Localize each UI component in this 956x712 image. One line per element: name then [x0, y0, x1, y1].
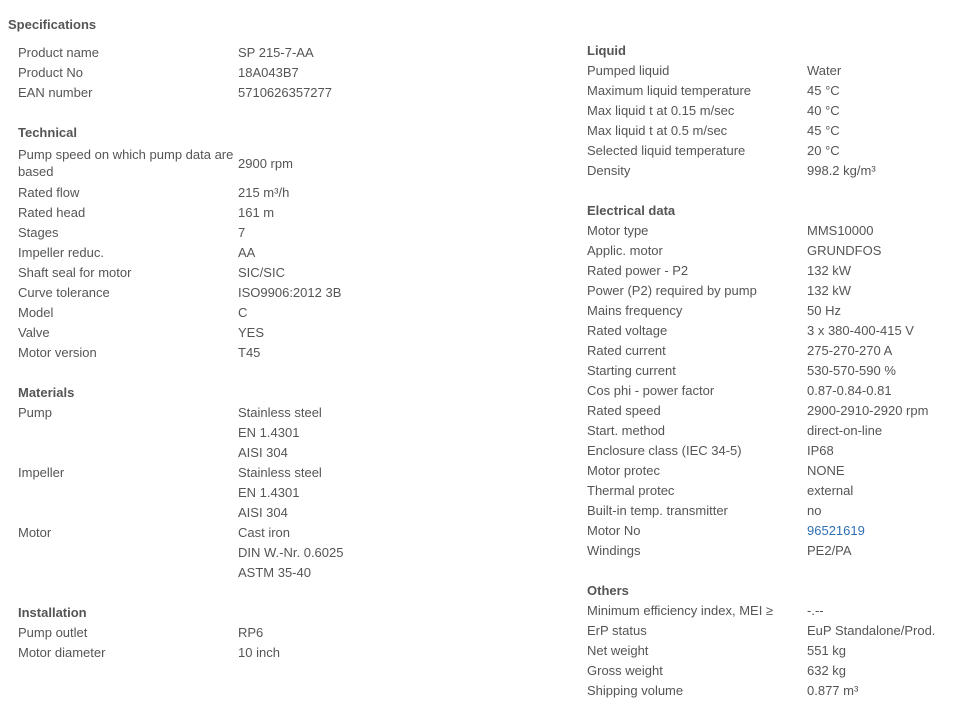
spec-value: SP 215-7-AA	[238, 45, 314, 60]
spec-value: DIN W.-Nr. 0.6025	[238, 545, 344, 560]
spec-row	[587, 381, 947, 401]
spec-key: Model	[18, 305, 54, 320]
spec-value: EN 1.4301	[238, 485, 300, 500]
spec-key: Pump	[18, 405, 52, 420]
spec-key: Product name	[18, 45, 99, 60]
spec-row	[18, 563, 378, 583]
spec-value: 50 Hz	[807, 303, 841, 318]
spec-key: EAN number	[18, 85, 93, 100]
spec-value: 0.87-0.84-0.81	[807, 383, 892, 398]
spec-row	[587, 521, 947, 541]
spec-key: Cos phi - power factor	[587, 383, 715, 398]
spec-value: AISI 304	[238, 445, 288, 460]
spec-value: ASTM 35-40	[238, 565, 311, 580]
spec-value: SIC/SIC	[238, 265, 285, 280]
spec-value: 45 °C	[807, 83, 840, 98]
spec-row	[18, 323, 378, 343]
spec-row	[18, 263, 378, 283]
spec-key: Minimum efficiency index, MEI ≥	[587, 603, 774, 618]
spec-value: 132 kW	[807, 283, 852, 298]
spec-key: Starting current	[587, 363, 676, 378]
spec-row	[587, 661, 947, 681]
spec-key: Rated speed	[587, 403, 661, 418]
spec-key: Max liquid t at 0.5 m/sec	[587, 123, 728, 138]
spec-row	[587, 361, 947, 381]
spec-key: Impeller reduc.	[18, 245, 104, 260]
spec-key: Shaft seal for motor	[18, 265, 132, 280]
spec-value: EN 1.4301	[238, 425, 300, 440]
left-column	[18, 43, 378, 663]
spec-value: GRUNDFOS	[807, 243, 882, 258]
spec-row	[587, 121, 947, 141]
spec-row	[587, 421, 947, 441]
spec-key: Motor No	[587, 523, 641, 538]
spec-value: EuP Standalone/Prod.	[807, 623, 936, 638]
spec-row	[587, 61, 947, 81]
spec-key: ErP status	[587, 623, 647, 638]
spec-value: Water	[807, 63, 842, 78]
spec-value: YES	[238, 325, 265, 340]
spec-value: no	[807, 503, 822, 518]
spec-value: T45	[238, 345, 261, 360]
spec-key: Gross weight	[587, 663, 663, 678]
spec-row	[587, 441, 947, 461]
section-title-installation: Installation	[18, 605, 87, 620]
spec-value: Stainless steel	[238, 405, 322, 420]
spec-value: 2900-2910-2920 rpm	[807, 403, 929, 418]
spec-row	[587, 641, 947, 661]
section-title-technical: Technical	[18, 125, 78, 140]
spec-row	[18, 283, 378, 303]
spec-key: Maximum liquid temperature	[587, 83, 752, 98]
spec-value: 5710626357277	[238, 85, 332, 100]
spec-row	[587, 221, 947, 241]
section-title-liquid: Liquid	[587, 43, 626, 58]
spec-row	[18, 63, 378, 83]
spec-key: Pump outlet	[18, 625, 88, 640]
spec-row	[18, 83, 378, 103]
spec-row	[587, 541, 947, 561]
section-title-others: Others	[587, 583, 629, 598]
spec-key: Power (P2) required by pump	[587, 283, 757, 298]
spec-value: NONE	[807, 463, 845, 478]
spec-key: Motor	[18, 525, 52, 540]
spec-value: Stainless steel	[238, 465, 322, 480]
spec-value: 45 °C	[807, 123, 840, 138]
spec-key: Stages	[18, 225, 59, 240]
spec-row	[587, 81, 947, 101]
spec-row	[587, 341, 947, 361]
spec-row	[18, 243, 378, 263]
spec-row	[587, 601, 947, 621]
page-title: Specifications	[8, 17, 97, 32]
spec-value: Cast iron	[238, 525, 291, 540]
spec-value: 530-570-590 %	[807, 363, 896, 378]
spec-value: 40 °C	[807, 103, 840, 118]
spec-key: Rated voltage	[587, 323, 668, 338]
spec-value: 0.877 m³	[807, 683, 859, 698]
section-title-electrical: Electrical data	[587, 203, 676, 218]
spec-key: Windings	[587, 543, 641, 558]
spec-value: 275-270-270 A	[807, 343, 893, 358]
spec-value: PE2/PA	[807, 543, 852, 558]
spec-row	[587, 481, 947, 501]
spec-key: Motor protec	[587, 463, 660, 478]
spec-row	[18, 183, 378, 203]
spec-value: 3 x 380-400-415 V	[807, 323, 914, 338]
spec-key: Enclosure class (IEC 34-5)	[587, 443, 742, 458]
spec-key: Curve tolerance	[18, 285, 110, 300]
spec-key: Shipping volume	[587, 683, 684, 698]
spec-key: Thermal protec	[587, 483, 675, 498]
spec-row	[587, 321, 947, 341]
spec-key: Start. method	[587, 423, 666, 438]
spec-value: AISI 304	[238, 505, 288, 520]
spec-key: Rated current	[587, 343, 666, 358]
spec-row	[18, 503, 378, 523]
spec-row	[587, 301, 947, 321]
spec-key: Net weight	[587, 643, 649, 658]
section-title-materials: Materials	[18, 385, 75, 400]
spec-value: 551 kg	[807, 643, 847, 658]
spec-key: Density	[587, 163, 631, 178]
spec-key: Motor diameter	[18, 645, 106, 660]
spec-row	[587, 621, 947, 641]
spec-value: MMS10000	[807, 223, 874, 238]
spec-row	[18, 443, 378, 463]
spec-key: Rated head	[18, 205, 86, 220]
spec-key: Mains frequency	[587, 303, 683, 318]
motor-no-link[interactable]: 96521619	[807, 523, 865, 538]
spec-row	[18, 483, 378, 503]
spec-key: Motor type	[587, 223, 649, 238]
spec-row	[587, 261, 947, 281]
spec-row	[18, 403, 378, 423]
spec-key: Pump speed on which pump data are based	[18, 147, 234, 179]
spec-row	[587, 161, 947, 181]
spec-row	[18, 523, 378, 543]
spec-row	[587, 461, 947, 481]
spec-value: 2900 rpm	[238, 155, 293, 171]
spec-row	[18, 463, 378, 483]
spec-value: 215 m³/h	[238, 185, 290, 200]
spec-value: 998.2 kg/m³	[807, 163, 876, 178]
spec-row	[18, 423, 378, 443]
spec-row	[18, 623, 378, 643]
spec-value: AA	[238, 245, 256, 260]
spec-row	[18, 223, 378, 243]
spec-row	[587, 401, 947, 421]
spec-value: -.--	[807, 603, 824, 618]
spec-row	[18, 543, 378, 563]
spec-row	[18, 643, 378, 663]
spec-row	[587, 141, 947, 161]
spec-row	[587, 501, 947, 521]
spec-value: RP6	[238, 625, 264, 640]
right-column	[587, 41, 947, 701]
spec-key: Pumped liquid	[587, 63, 670, 78]
spec-value: external	[807, 483, 854, 498]
spec-key: Rated flow	[18, 185, 80, 200]
spec-key: Selected liquid temperature	[587, 143, 746, 158]
spec-key: Built-in temp. transmitter	[587, 503, 728, 518]
spec-value: ISO9906:2012 3B	[238, 285, 342, 300]
spec-key: Applic. motor	[587, 243, 663, 258]
spec-key: Rated power - P2	[587, 263, 689, 278]
spec-row	[587, 281, 947, 301]
spec-key: Valve	[18, 325, 50, 340]
spec-row	[18, 143, 378, 183]
spec-value: IP68	[807, 443, 834, 458]
spec-value: 132 kW	[807, 263, 852, 278]
spec-key: Max liquid t at 0.15 m/sec	[587, 103, 735, 118]
spec-row	[587, 681, 947, 701]
spec-value: 632 kg	[807, 663, 847, 678]
spec-row	[587, 101, 947, 121]
spec-value: 161 m	[238, 205, 275, 220]
spec-value: C	[238, 305, 248, 320]
spec-value: 18A043B7	[238, 65, 299, 80]
spec-key: Product No	[18, 65, 84, 80]
spec-value: 10 inch	[238, 645, 280, 660]
spec-row	[18, 303, 378, 323]
spec-row	[18, 43, 378, 63]
spec-key: Motor version	[18, 345, 97, 360]
spec-value: direct-on-line	[807, 423, 883, 438]
spec-value: 20 °C	[807, 143, 840, 158]
spec-row	[18, 343, 378, 363]
spec-row	[587, 241, 947, 261]
spec-value: 7	[238, 225, 246, 240]
spec-row	[18, 203, 378, 223]
spec-key: Impeller	[18, 465, 65, 480]
